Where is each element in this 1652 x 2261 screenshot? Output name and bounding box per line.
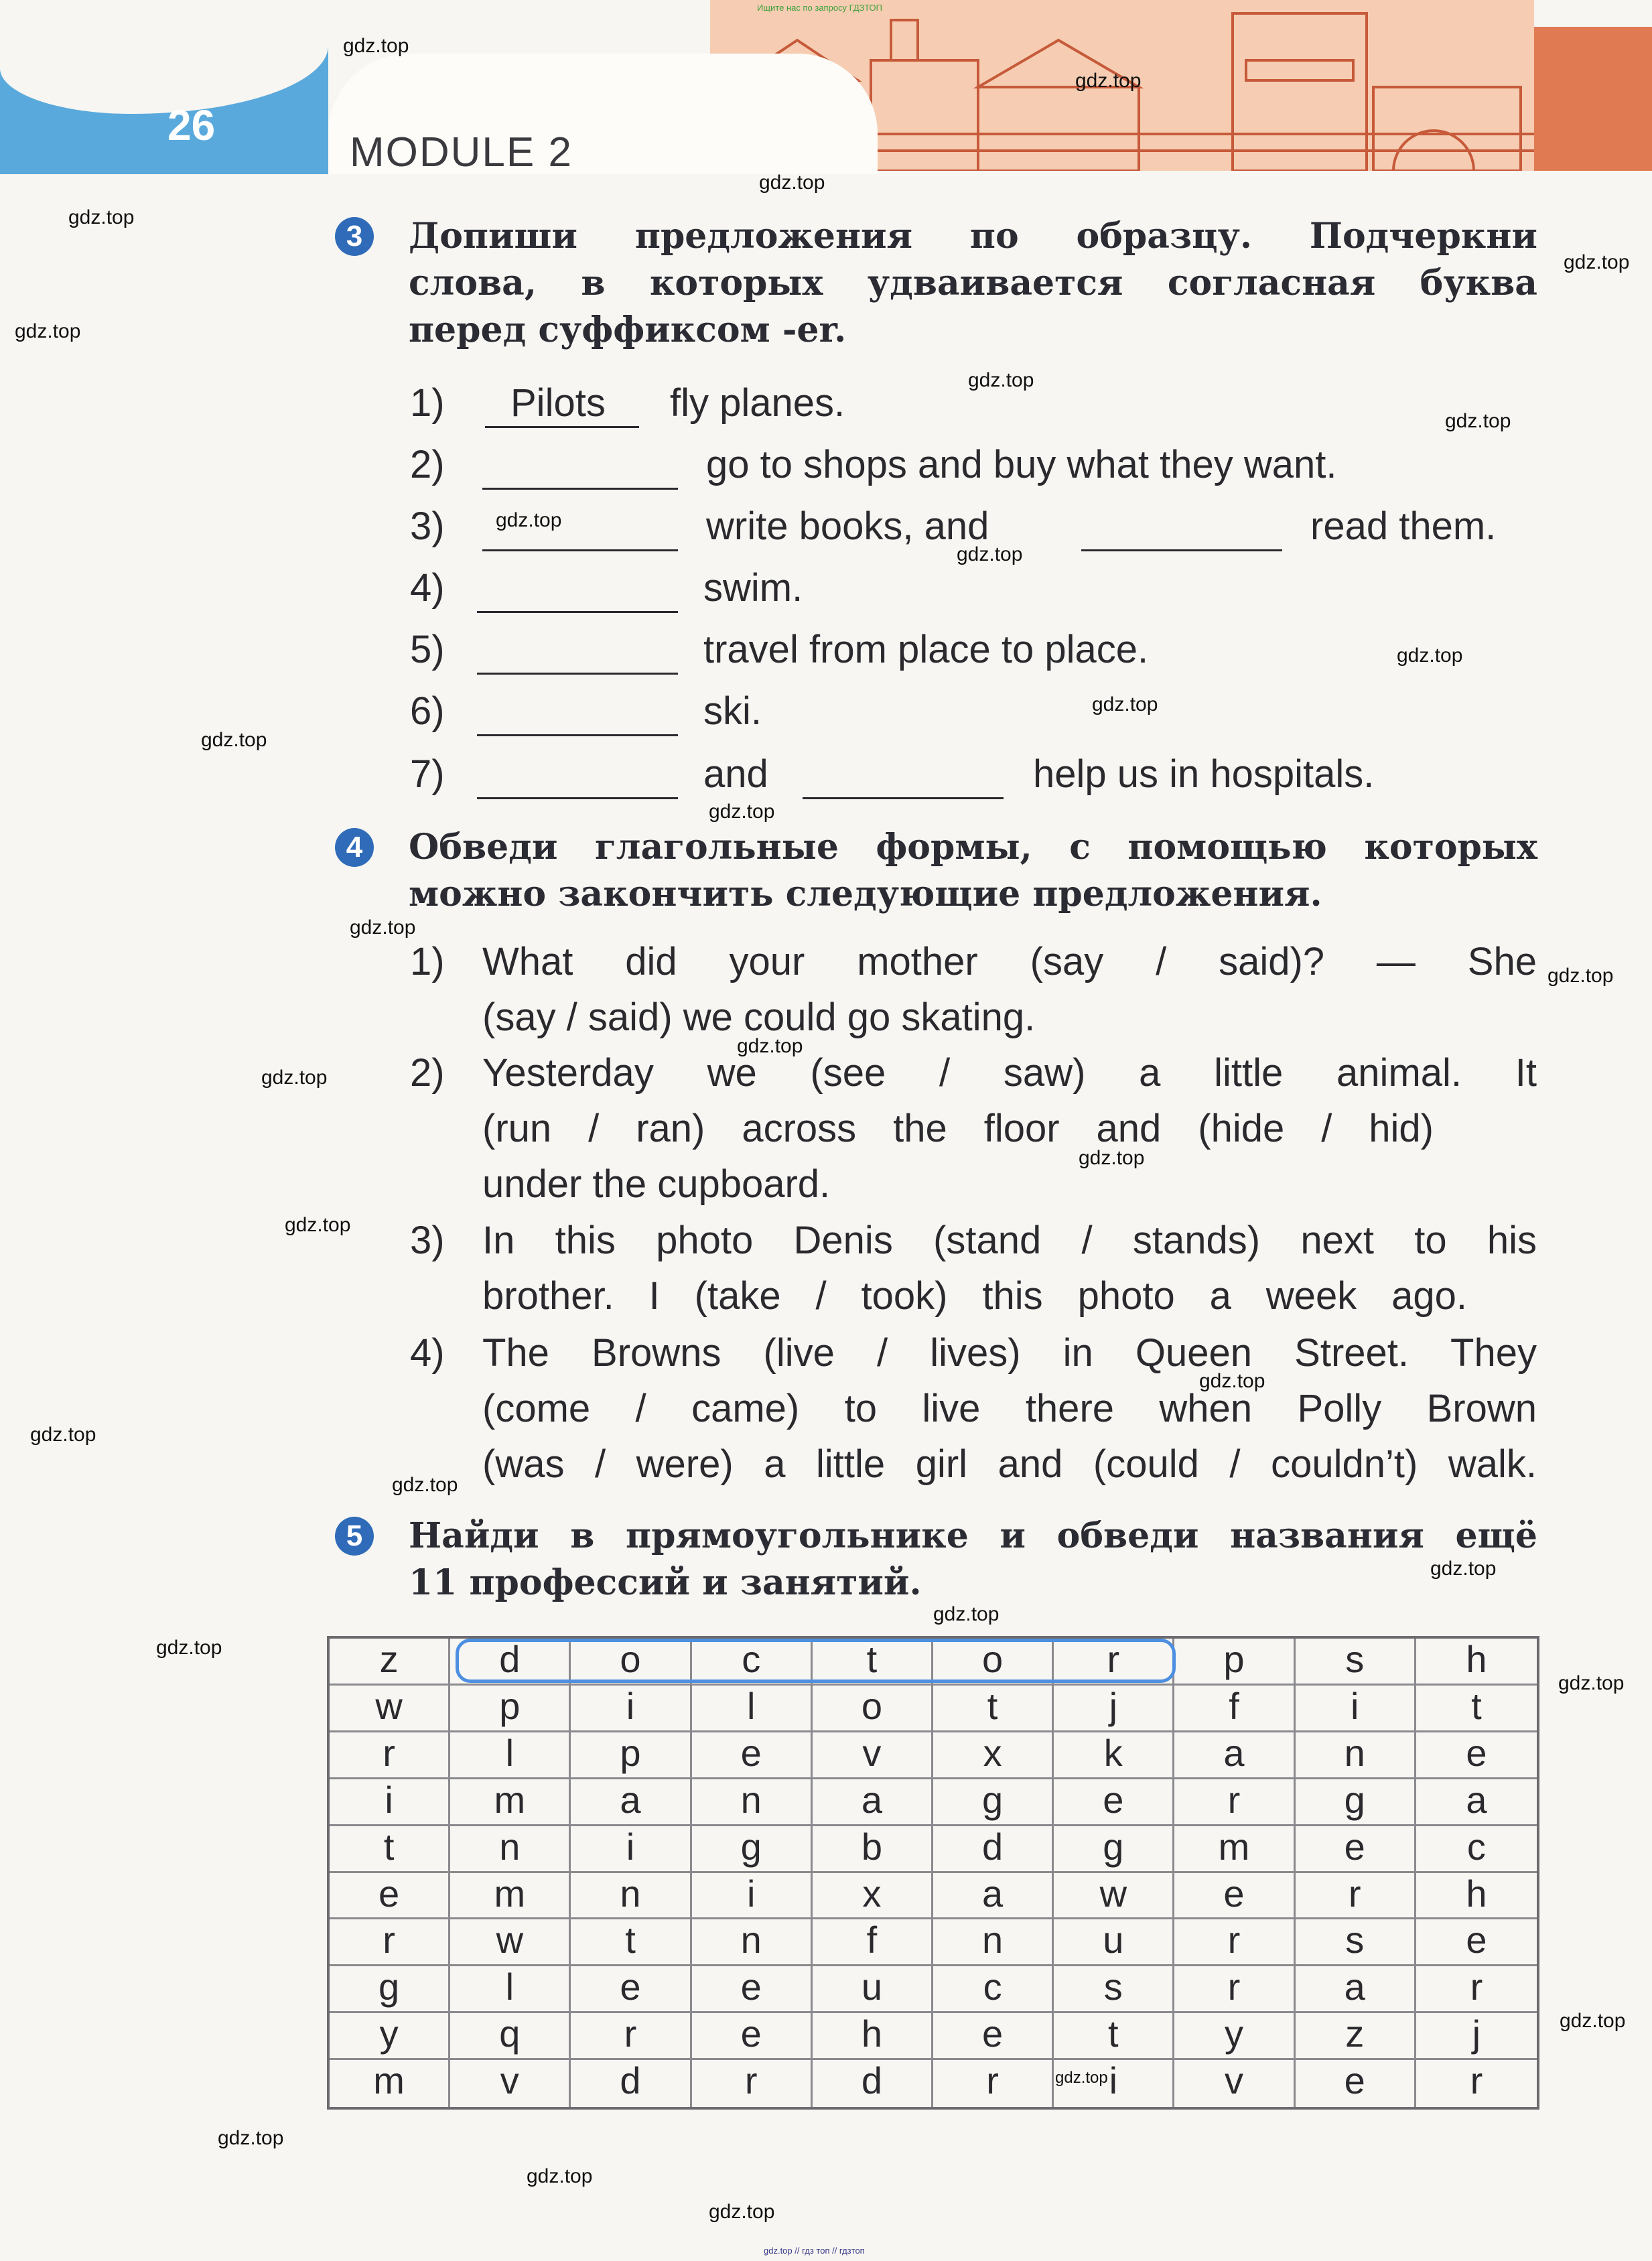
grid-letter-cell[interactable]: o bbox=[933, 1639, 1054, 1686]
grid-letter-cell[interactable]: a bbox=[571, 1779, 691, 1826]
answer-blank[interactable] bbox=[803, 797, 1004, 799]
grid-letter-cell[interactable]: g bbox=[1054, 1826, 1174, 1873]
grid-letter-cell[interactable]: h bbox=[813, 2013, 933, 2060]
word-search-grid bbox=[327, 1636, 1539, 2110]
item-text: help us in hospitals. bbox=[1033, 752, 1375, 796]
page-header bbox=[0, 0, 1652, 174]
item-number: 3) bbox=[410, 1219, 445, 1262]
answer-blank[interactable] bbox=[482, 488, 678, 490]
watermark: gdz.top bbox=[709, 2201, 775, 2223]
answer-blank[interactable] bbox=[482, 549, 678, 551]
watermark: gdz.top bbox=[218, 2127, 284, 2149]
item-text: go to shops and buy what they want. bbox=[706, 443, 1337, 486]
grid-letter-cell[interactable]: a bbox=[1416, 1779, 1537, 1826]
circled-word-doctor bbox=[456, 1639, 1176, 1683]
top-search-note: Ищите нас по запросу ГДЗТОП bbox=[757, 3, 883, 13]
module-title: MODULE 2 bbox=[350, 129, 573, 176]
grid-letter-cell[interactable]: t bbox=[933, 1686, 1054, 1732]
grid-letter-cell[interactable]: a bbox=[1296, 1966, 1416, 2013]
grid-letter-cell[interactable]: i bbox=[330, 1779, 450, 1826]
answer-blank[interactable] bbox=[485, 426, 639, 428]
grid-letter-cell[interactable]: m bbox=[330, 2060, 450, 2107]
grid-letter-cell[interactable]: v bbox=[1174, 2060, 1295, 2107]
grid-letter-cell[interactable]: m bbox=[1174, 1826, 1295, 1873]
watermark: gdz.top bbox=[1055, 2069, 1108, 2087]
sentence-line: In this photo Denis (stand / stands) next to his bbox=[482, 1219, 1537, 1262]
grid-letter-cell[interactable]: p bbox=[1174, 1639, 1295, 1686]
grid-letter-cell[interactable]: m bbox=[450, 1779, 571, 1826]
sentence-line: The Browns (live / lives) in Queen Street. They bbox=[482, 1331, 1537, 1375]
grid-letter-cell[interactable]: l bbox=[450, 1732, 571, 1779]
grid-letter-cell[interactable]: k bbox=[1054, 1732, 1174, 1779]
grid-letter-cell[interactable]: e bbox=[692, 1732, 813, 1779]
watermark: gdz.top bbox=[1547, 965, 1614, 987]
grid-letter-cell[interactable]: y bbox=[1174, 2013, 1295, 2060]
grid-letter-cell[interactable]: x bbox=[813, 1873, 933, 1920]
grid-letter-cell[interactable]: r bbox=[692, 2060, 813, 2107]
grid-letter-cell[interactable]: i bbox=[571, 1686, 691, 1732]
grid-letter-cell[interactable]: e bbox=[1174, 1873, 1295, 1920]
sentence-line: under the cupboard. bbox=[482, 1162, 831, 1206]
instruction-line: 11 профессий и занятий. bbox=[409, 1562, 922, 1603]
grid-letter-cell[interactable]: o bbox=[571, 1639, 691, 1686]
grid-letter-cell[interactable]: g bbox=[692, 1826, 813, 1873]
grid-letter-cell[interactable]: o bbox=[813, 1686, 933, 1732]
item-number: 2) bbox=[410, 443, 445, 486]
item-number: 1) bbox=[410, 381, 445, 425]
grid-letter-cell[interactable]: w bbox=[450, 1919, 571, 1966]
item-number: 7) bbox=[410, 752, 445, 796]
answer-blank[interactable] bbox=[1081, 549, 1282, 551]
item-number: 4) bbox=[410, 566, 445, 610]
grid-letter-cell[interactable]: n bbox=[933, 1919, 1054, 1966]
grid-letter-cell[interactable]: r bbox=[571, 2013, 691, 2060]
sample-answer: Pilots bbox=[510, 381, 606, 425]
grid-letter-cell[interactable]: d bbox=[813, 2060, 933, 2107]
grid-letter-cell[interactable]: a bbox=[1174, 1732, 1295, 1779]
exercise-number-badge: 3 bbox=[335, 217, 374, 256]
grid-letter-cell[interactable]: g bbox=[330, 1966, 450, 2013]
page-number: 26 bbox=[167, 101, 216, 149]
grid-letter-cell[interactable]: n bbox=[450, 1826, 571, 1873]
watermark: gdz.top bbox=[1445, 410, 1511, 432]
sentence-line: brother. I (take / took) this photo a week ago. bbox=[482, 1274, 1467, 1318]
grid-letter-cell[interactable]: y bbox=[330, 2013, 450, 2060]
exercise-number-badge: 4 bbox=[335, 828, 374, 867]
exercise-instruction bbox=[409, 824, 1537, 918]
item-number: 6) bbox=[410, 689, 445, 733]
instruction-line: Допиши предложения по образцу. Подчеркни bbox=[409, 216, 1537, 257]
sentence-line: (say / said) we could go skating. bbox=[482, 996, 1036, 1039]
grid-letter-cell[interactable]: i bbox=[1054, 2060, 1174, 2107]
grid-letter-cell[interactable]: r bbox=[1174, 1779, 1295, 1826]
grid-letter-cell[interactable]: s bbox=[1296, 1919, 1416, 1966]
grid-letter-cell[interactable]: e bbox=[1416, 1919, 1537, 1966]
grid-letter-cell[interactable]: f bbox=[813, 1919, 933, 1966]
watermark: gdz.top bbox=[1564, 251, 1630, 273]
grid-letter-cell[interactable]: n bbox=[571, 1873, 691, 1920]
item-text: fly planes. bbox=[670, 381, 845, 425]
instruction-line: можно закончить следующие предложения. bbox=[409, 874, 1322, 914]
item-text: travel from place to place. bbox=[703, 628, 1149, 671]
grid-letter-cell[interactable]: p bbox=[450, 1686, 571, 1732]
grid-letter-cell[interactable]: t bbox=[330, 1826, 450, 1873]
grid-letter-cell[interactable]: w bbox=[330, 1686, 450, 1732]
grid-letter-cell[interactable]: i bbox=[571, 1826, 691, 1873]
exercise-number-badge: 5 bbox=[335, 1517, 374, 1556]
grid-letter-cell[interactable]: e bbox=[330, 1873, 450, 1920]
watermark: gdz.top bbox=[496, 509, 562, 531]
grid-letter-cell[interactable]: l bbox=[450, 1966, 571, 2013]
watermark: gdz.top bbox=[709, 801, 775, 823]
grid-letter-cell[interactable]: p bbox=[571, 1732, 691, 1779]
item-text: ski. bbox=[703, 689, 762, 733]
grid-letter-cell[interactable]: c bbox=[1416, 1826, 1537, 1873]
grid-letter-cell[interactable]: e bbox=[933, 2013, 1054, 2060]
grid-letter-cell[interactable]: f bbox=[1174, 1686, 1295, 1732]
grid-letter-cell[interactable]: g bbox=[1296, 1779, 1416, 1826]
watermark: gdz.top bbox=[933, 1603, 1000, 1625]
grid-letter-cell[interactable]: u bbox=[813, 1966, 933, 2013]
grid-letter-cell[interactable]: j bbox=[1054, 1686, 1174, 1732]
grid-letter-cell[interactable]: s bbox=[1296, 1639, 1416, 1686]
grid-letter-cell[interactable]: n bbox=[692, 1919, 813, 1966]
grid-letter-cell[interactable]: a bbox=[933, 1873, 1054, 1920]
grid-letter-cell[interactable]: e bbox=[1296, 1826, 1416, 1873]
item-text: write books, and bbox=[706, 504, 989, 548]
grid-letter-cell[interactable]: t bbox=[1416, 1686, 1537, 1732]
bottom-note: gdz.top // гдз топ // гдзтоп bbox=[764, 2246, 865, 2256]
watermark: gdz.top bbox=[968, 369, 1034, 391]
watermark: gdz.top bbox=[392, 1474, 458, 1496]
grid-letter-cell[interactable]: e bbox=[1296, 2060, 1416, 2107]
watermark: gdz.top bbox=[261, 1067, 328, 1089]
grid-letter-cell[interactable]: c bbox=[933, 1966, 1054, 2013]
grid-letter-cell[interactable]: e bbox=[692, 2013, 813, 2060]
grid-letter-cell[interactable]: e bbox=[1054, 1779, 1174, 1826]
instruction-line: перед суффиксом -er. bbox=[409, 310, 847, 350]
grid-letter-cell[interactable]: h bbox=[1416, 1639, 1537, 1686]
grid-letter-cell[interactable]: l bbox=[692, 1686, 813, 1732]
grid-letter-cell[interactable]: b bbox=[813, 1826, 933, 1873]
sentence-line: (was / were) a little girl and (could / couldn’t) walk. bbox=[482, 1442, 1537, 1486]
exercise-instruction bbox=[409, 213, 1537, 354]
grid-letter-cell[interactable]: r bbox=[933, 2060, 1054, 2107]
sentence-line: (run / ran) across the floor and (hide / hid) bbox=[482, 1107, 1434, 1150]
grid-letter-cell[interactable]: n bbox=[1296, 1732, 1416, 1779]
watermark: gdz.top bbox=[15, 320, 81, 342]
grid-letter-cell[interactable]: w bbox=[1054, 1873, 1174, 1920]
item-number: 5) bbox=[410, 628, 445, 671]
watermark: gdz.top bbox=[285, 1214, 351, 1236]
watermark: gdz.top bbox=[68, 206, 135, 228]
watermark: gdz.top bbox=[1092, 693, 1158, 715]
watermark: gdz.top bbox=[1079, 1147, 1145, 1169]
right-color-tab bbox=[1534, 27, 1652, 171]
grid-letter-cell[interactable]: z bbox=[1296, 2013, 1416, 2060]
watermark: gdz.top bbox=[30, 1424, 96, 1446]
instruction-line: Найди в прямоугольнике и обведи названия ещё bbox=[409, 1515, 1537, 1556]
item-number: 4) bbox=[410, 1331, 445, 1375]
grid-letter-cell[interactable]: e bbox=[692, 1966, 813, 2013]
grid-letter-cell[interactable]: m bbox=[450, 1873, 571, 1920]
grid-letter-cell[interactable]: g bbox=[933, 1779, 1054, 1826]
grid-letter-cell[interactable]: t bbox=[571, 1919, 691, 1966]
watermark: gdz.top bbox=[201, 729, 267, 751]
grid-letter-cell[interactable]: r bbox=[330, 1919, 450, 1966]
grid-letter-cell[interactable]: r bbox=[1296, 1873, 1416, 1920]
answer-blank[interactable] bbox=[477, 797, 678, 799]
exercise-instruction bbox=[409, 1513, 1537, 1606]
watermark: gdz.top bbox=[527, 2165, 593, 2187]
watermark: gdz.top bbox=[1397, 644, 1463, 667]
watermark: gdz.top bbox=[343, 35, 409, 57]
grid-letter-cell[interactable]: r bbox=[1174, 1966, 1295, 2013]
watermark: gdz.top bbox=[737, 1035, 803, 1057]
watermark: gdz.top bbox=[1199, 1370, 1265, 1392]
item-text: read them. bbox=[1310, 504, 1497, 548]
grid-letter-cell[interactable]: v bbox=[813, 1732, 933, 1779]
watermark: gdz.top bbox=[1075, 70, 1142, 92]
item-number: 1) bbox=[410, 940, 445, 983]
grid-letter-cell[interactable]: t bbox=[1054, 2013, 1174, 2060]
watermark: gdz.top bbox=[350, 916, 416, 939]
watermark: gdz.top bbox=[156, 1637, 222, 1659]
sentence-line: (come / came) to live there when Polly Brown bbox=[482, 1387, 1537, 1430]
grid-letter-cell[interactable]: r bbox=[1174, 1919, 1295, 1966]
answer-blank[interactable] bbox=[477, 611, 678, 613]
grid-letter-cell[interactable]: e bbox=[571, 1966, 691, 2013]
watermark: gdz.top bbox=[1560, 2010, 1626, 2032]
sentence-line: What did your mother (say / said)? — She bbox=[482, 940, 1537, 983]
grid-letter-cell[interactable]: j bbox=[1416, 2013, 1537, 2060]
grid-letter-cell[interactable]: s bbox=[1054, 1966, 1174, 2013]
item-number: 2) bbox=[410, 1051, 445, 1095]
grid-letter-cell[interactable]: q bbox=[450, 2013, 571, 2060]
grid-letter-cell[interactable]: u bbox=[1054, 1919, 1174, 1966]
grid-letter-cell[interactable]: e bbox=[1416, 1732, 1537, 1779]
grid-letter-cell[interactable]: r bbox=[1416, 1966, 1537, 2013]
grid-letter-cell[interactable]: h bbox=[1416, 1873, 1537, 1920]
sentence-line: Yesterday we (see / saw) a little animal. It bbox=[482, 1051, 1537, 1095]
watermark: gdz.top bbox=[759, 172, 825, 194]
grid-letter-cell[interactable]: n bbox=[692, 1779, 813, 1826]
watermark: gdz.top bbox=[1558, 1672, 1625, 1694]
answer-blank[interactable] bbox=[477, 734, 678, 736]
grid-letter-cell[interactable]: r bbox=[330, 1732, 450, 1779]
watermark: gdz.top bbox=[1430, 1558, 1497, 1580]
item-number: 3) bbox=[410, 504, 445, 548]
grid-letter-cell[interactable]: t bbox=[813, 1639, 933, 1686]
item-text: and bbox=[703, 752, 768, 796]
grid-letter-cell[interactable]: x bbox=[933, 1732, 1054, 1779]
grid-letter-cell[interactable]: d bbox=[933, 1826, 1054, 1873]
grid-letter-cell[interactable]: r bbox=[1470, 2059, 1483, 2102]
grid-letter-cell[interactable]: v bbox=[450, 2060, 571, 2107]
instruction-line: слова, в которых удваивается согласная буква bbox=[409, 263, 1537, 303]
grid-letter-cell[interactable]: z bbox=[330, 1639, 450, 1686]
grid-letter-cell[interactable]: i bbox=[692, 1873, 813, 1920]
grid-letter-cell[interactable]: d bbox=[571, 2060, 691, 2107]
grid-letter-cell[interactable]: c bbox=[692, 1639, 813, 1686]
instruction-line: Обведи глагольные формы, с помощью которых bbox=[409, 827, 1537, 868]
watermark: gdz.top bbox=[957, 543, 1023, 565]
answer-blank[interactable] bbox=[477, 673, 678, 675]
grid-letter-cell[interactable]: a bbox=[813, 1779, 933, 1826]
item-text: swim. bbox=[703, 566, 803, 610]
grid-letter-cell[interactable]: i bbox=[1296, 1686, 1416, 1732]
grid-letter-cell[interactable]: d bbox=[450, 1639, 571, 1686]
grid-letter-cell[interactable]: r bbox=[1054, 1639, 1174, 1686]
